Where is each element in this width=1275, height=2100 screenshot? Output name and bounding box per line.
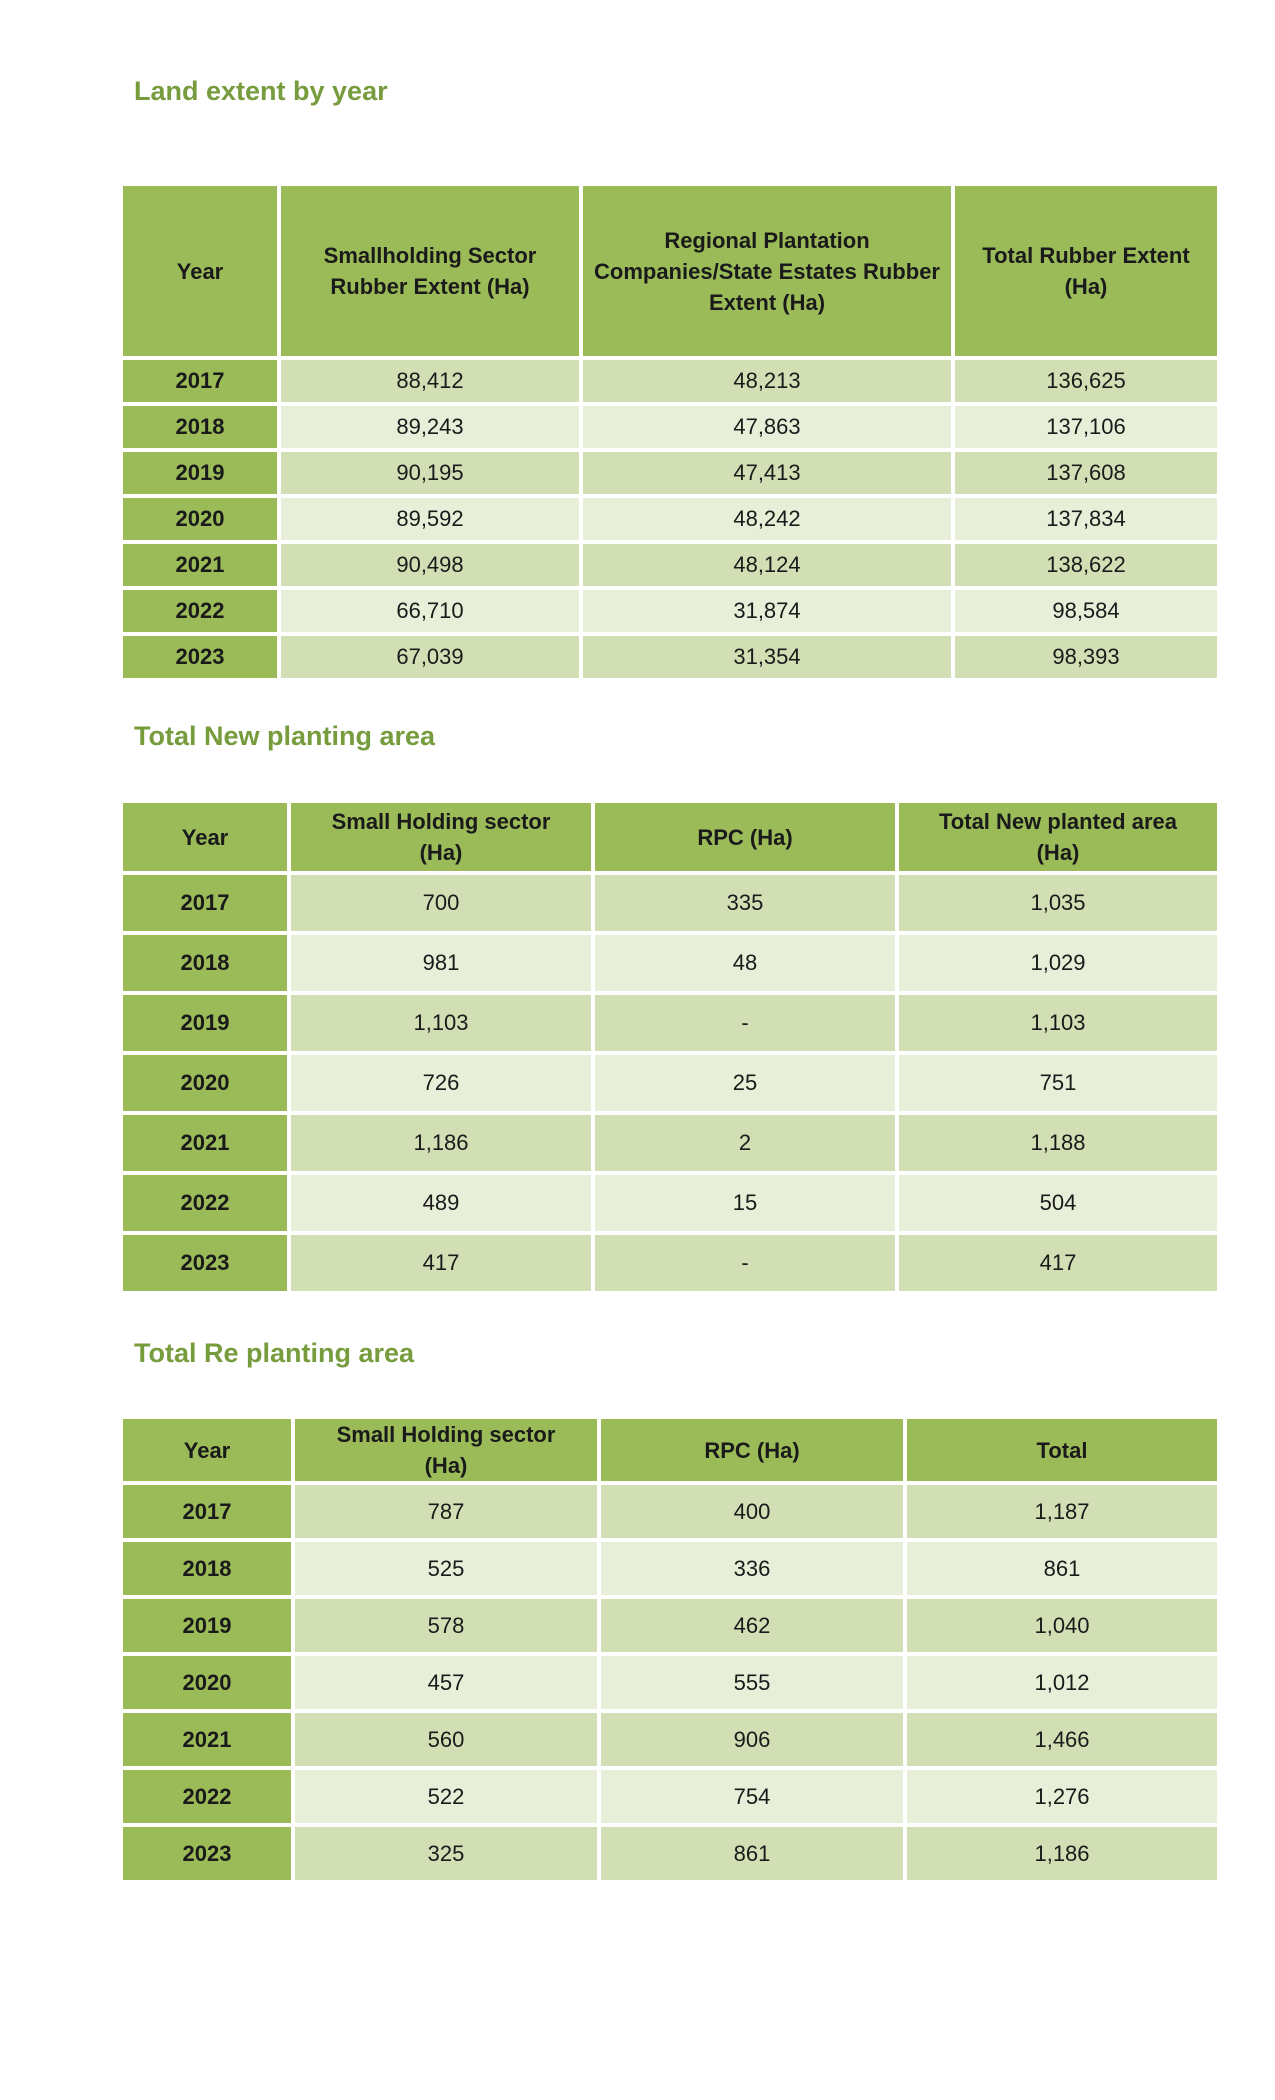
table-cell: 1,040 [907, 1599, 1217, 1652]
row-year: 2019 [123, 452, 277, 494]
row-year: 2022 [123, 590, 277, 632]
table-cell: 787 [295, 1485, 597, 1538]
row-year: 2023 [123, 1827, 291, 1880]
row-year: 2019 [123, 995, 287, 1051]
table-cell: 47,863 [583, 406, 951, 448]
table-cell: 1,035 [899, 875, 1217, 931]
table-cell: 1,186 [907, 1827, 1217, 1880]
table-cell: 754 [601, 1770, 903, 1823]
new-planting-title: Total New planting area [134, 721, 436, 751]
table-cell: 417 [899, 1235, 1217, 1291]
table-cell: 1,103 [291, 995, 591, 1051]
table-cell: 88,412 [281, 360, 579, 402]
table-cell: 1,276 [907, 1770, 1217, 1823]
table-cell: 336 [601, 1542, 903, 1595]
table-row [123, 590, 1217, 632]
table-cell: 525 [295, 1542, 597, 1595]
table-row [123, 452, 1217, 494]
table-cell: 751 [899, 1055, 1217, 1111]
table-row [123, 1827, 1217, 1880]
table-cell: 1,103 [899, 995, 1217, 1051]
table-cell: 555 [601, 1656, 903, 1709]
table-row [123, 995, 1217, 1051]
column-header: Small Holding sector (Ha) [295, 1419, 597, 1481]
table-cell: - [595, 1235, 895, 1291]
table-row [123, 1485, 1217, 1538]
row-year: 2023 [123, 636, 277, 678]
table-cell: 89,243 [281, 406, 579, 448]
row-year: 2018 [123, 935, 287, 991]
row-year: 2023 [123, 1235, 287, 1291]
table-row [123, 1599, 1217, 1652]
table-row [123, 406, 1217, 448]
row-year: 2021 [123, 544, 277, 586]
row-year: 2017 [123, 875, 287, 931]
row-year: 2020 [123, 1055, 287, 1111]
row-year: 2022 [123, 1770, 291, 1823]
header-year: Year [123, 1419, 291, 1481]
table-cell: 98,393 [955, 636, 1217, 678]
column-header: Small Holding sector (Ha) [291, 803, 591, 871]
table-cell: 48 [595, 935, 895, 991]
table-cell: 522 [295, 1770, 597, 1823]
table-cell: 489 [291, 1175, 591, 1231]
table-cell: 2 [595, 1115, 895, 1171]
table-cell: 861 [907, 1542, 1217, 1595]
table-cell: 48,242 [583, 498, 951, 540]
table-cell: 417 [291, 1235, 591, 1291]
table-row [123, 544, 1217, 586]
table-cell: 325 [295, 1827, 597, 1880]
table-cell: 504 [899, 1175, 1217, 1231]
table-cell: 1,029 [899, 935, 1217, 991]
table-cell: 726 [291, 1055, 591, 1111]
table-row [123, 360, 1217, 402]
table-row [123, 1235, 1217, 1291]
table-row [123, 935, 1217, 991]
table-cell: 48,124 [583, 544, 951, 586]
table-cell: 90,498 [281, 544, 579, 586]
table-cell: 1,186 [291, 1115, 591, 1171]
row-year: 2022 [123, 1175, 287, 1231]
table-cell: 578 [295, 1599, 597, 1652]
table-cell: - [595, 995, 895, 1051]
table-cell: 700 [291, 875, 591, 931]
table-row [123, 636, 1217, 678]
table-row [123, 1656, 1217, 1709]
row-year: 2020 [123, 498, 277, 540]
column-header: Total Rubber Extent (Ha) [955, 186, 1217, 356]
new-planting-table [119, 799, 1221, 1295]
column-header: Total New planted area (Ha) [899, 803, 1217, 871]
table-row [123, 1770, 1217, 1823]
table-cell: 560 [295, 1713, 597, 1766]
row-year: 2017 [123, 1485, 291, 1538]
table-row [123, 1055, 1217, 1111]
table-row [123, 1713, 1217, 1766]
table-cell: 89,592 [281, 498, 579, 540]
table-cell: 15 [595, 1175, 895, 1231]
table-cell: 457 [295, 1656, 597, 1709]
header-year: Year [123, 186, 277, 356]
table-header-row [123, 1419, 1217, 1481]
column-header: RPC (Ha) [595, 803, 895, 871]
table-row [123, 1542, 1217, 1595]
table-cell: 400 [601, 1485, 903, 1538]
column-header: Smallholding Sector Rubber Extent (Ha) [281, 186, 579, 356]
land-extent-title: Land extent by year [134, 76, 388, 106]
table-cell: 90,195 [281, 452, 579, 494]
table-cell: 1,012 [907, 1656, 1217, 1709]
table-cell: 137,608 [955, 452, 1217, 494]
table-cell: 137,106 [955, 406, 1217, 448]
table-row [123, 498, 1217, 540]
table-cell: 31,354 [583, 636, 951, 678]
table-cell: 67,039 [281, 636, 579, 678]
table-cell: 906 [601, 1713, 903, 1766]
table-cell: 48,213 [583, 360, 951, 402]
column-header: Total [907, 1419, 1217, 1481]
table-cell: 861 [601, 1827, 903, 1880]
replanting-table [119, 1415, 1221, 1884]
table-row [123, 1115, 1217, 1171]
table-cell: 47,413 [583, 452, 951, 494]
table-header-row [123, 186, 1217, 356]
table-cell: 136,625 [955, 360, 1217, 402]
row-year: 2017 [123, 360, 277, 402]
row-year: 2019 [123, 1599, 291, 1652]
row-year: 2018 [123, 1542, 291, 1595]
table-row [123, 875, 1217, 931]
table-cell: 138,622 [955, 544, 1217, 586]
row-year: 2020 [123, 1656, 291, 1709]
header-year: Year [123, 803, 287, 871]
row-year: 2021 [123, 1713, 291, 1766]
table-cell: 66,710 [281, 590, 579, 632]
table-cell: 98,584 [955, 590, 1217, 632]
table-row [123, 1175, 1217, 1231]
table-cell: 1,188 [899, 1115, 1217, 1171]
row-year: 2018 [123, 406, 277, 448]
table-cell: 25 [595, 1055, 895, 1111]
land-extent-table [119, 182, 1221, 682]
table-cell: 1,466 [907, 1713, 1217, 1766]
table-cell: 462 [601, 1599, 903, 1652]
table-cell: 981 [291, 935, 591, 991]
column-header: RPC (Ha) [601, 1419, 903, 1481]
table-cell: 31,874 [583, 590, 951, 632]
table-header-row [123, 803, 1217, 871]
replanting-title: Total Re planting area [134, 1338, 415, 1368]
column-header: Regional Plantation Companies/State Estates Rubber Extent (Ha) [583, 186, 951, 356]
row-year: 2021 [123, 1115, 287, 1171]
table-cell: 335 [595, 875, 895, 931]
table-cell: 1,187 [907, 1485, 1217, 1538]
table-cell: 137,834 [955, 498, 1217, 540]
